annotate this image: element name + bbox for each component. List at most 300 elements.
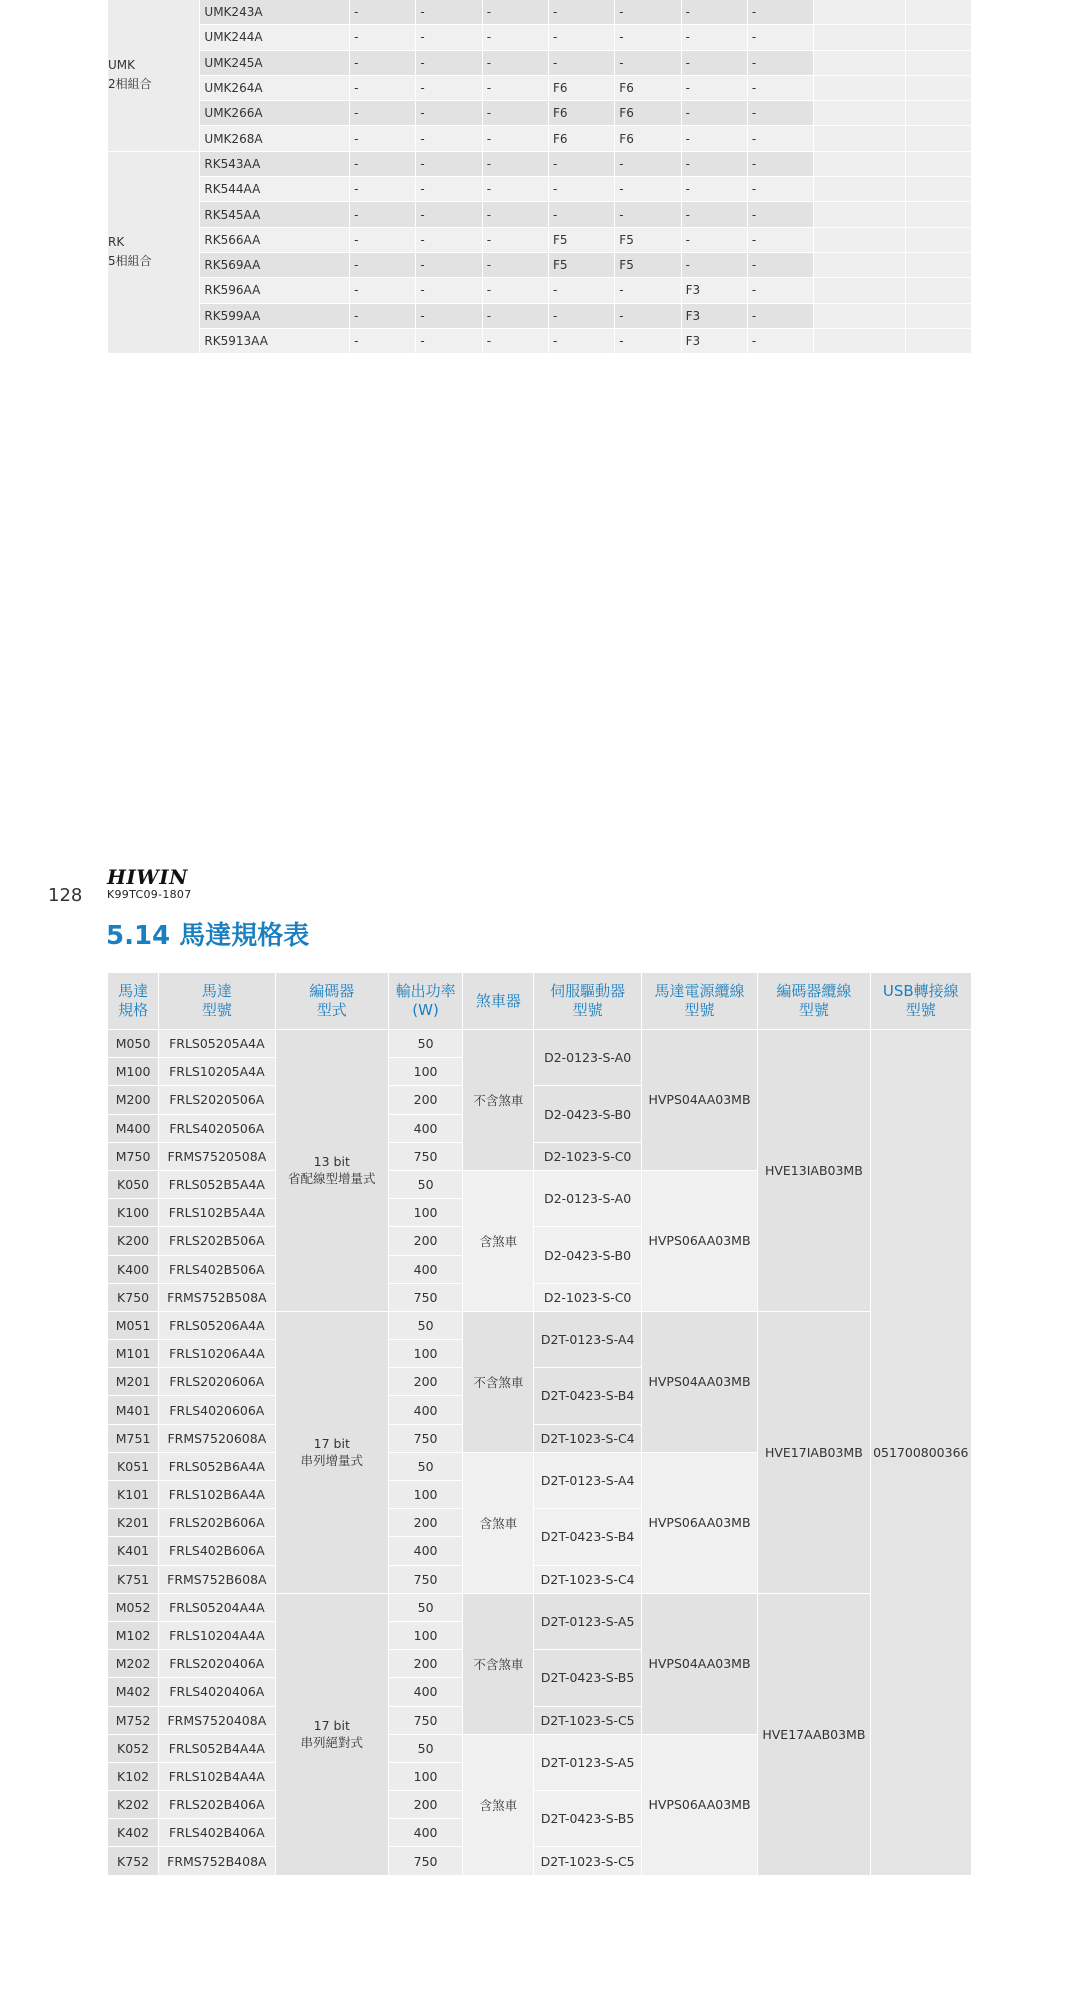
value-cell: - — [549, 329, 614, 353]
table-row — [108, 253, 971, 277]
value-cell: F6 — [615, 76, 680, 100]
model-cell: UMK244A — [200, 25, 349, 49]
table-row — [108, 228, 971, 252]
value-cell: - — [350, 177, 415, 201]
motor-model-cell: FRLS2020506A — [159, 1086, 274, 1113]
motor-model-cell: FRLS202B506A — [159, 1227, 274, 1254]
motor-spec-cell: K750 — [108, 1284, 158, 1311]
output-power-cell: 750 — [389, 1847, 462, 1874]
value-cell: - — [748, 177, 813, 201]
value-cell: - — [416, 177, 481, 201]
value-cell: - — [748, 126, 813, 150]
value-cell — [906, 126, 971, 150]
motor-model-cell: FRLS052B4A4A — [159, 1735, 274, 1762]
value-cell — [814, 304, 904, 328]
value-cell — [814, 329, 904, 353]
motor-model-cell: FRLS2020406A — [159, 1650, 274, 1677]
value-cell — [906, 152, 971, 176]
value-cell: - — [748, 329, 813, 353]
value-cell: - — [549, 152, 614, 176]
table-row — [108, 177, 971, 201]
value-cell: - — [682, 76, 747, 100]
motor-spec-cell: K102 — [108, 1763, 158, 1790]
compatibility-table — [107, 0, 972, 354]
value-cell: - — [748, 51, 813, 75]
motor-model-cell: FRMS752B608A — [159, 1566, 274, 1593]
value-cell — [814, 51, 904, 75]
column-header: 馬達電源纜線 型號 — [642, 973, 757, 1029]
motor-model-cell: FRLS2020606A — [159, 1368, 274, 1395]
model-cell: RK599AA — [200, 304, 349, 328]
servo-drive-cell: D2T-0423-S-B5 — [534, 1791, 640, 1846]
output-power-cell: 400 — [389, 1819, 462, 1846]
table-row — [108, 25, 971, 49]
value-cell: F3 — [682, 304, 747, 328]
value-cell: - — [748, 304, 813, 328]
value-cell — [906, 228, 971, 252]
motor-spec-cell: K202 — [108, 1791, 158, 1818]
value-cell: F5 — [615, 253, 680, 277]
value-cell: - — [483, 329, 548, 353]
motor-spec-cell: K751 — [108, 1566, 158, 1593]
model-cell: RK545AA — [200, 202, 349, 226]
brake-cell: 含煞車 — [463, 1453, 533, 1593]
value-cell: - — [615, 177, 680, 201]
value-cell: - — [416, 0, 481, 24]
encoder-type-cell: 17 bit 串列增量式 — [276, 1312, 388, 1593]
value-cell: - — [416, 76, 481, 100]
value-cell: - — [350, 0, 415, 24]
value-cell: - — [615, 329, 680, 353]
value-cell — [906, 253, 971, 277]
value-cell — [814, 126, 904, 150]
value-cell: - — [748, 202, 813, 226]
motor-spec-cell: M202 — [108, 1650, 158, 1677]
model-cell: RK543AA — [200, 152, 349, 176]
motor-spec-cell: M100 — [108, 1058, 158, 1085]
value-cell: - — [350, 278, 415, 302]
motor-spec-cell: K400 — [108, 1256, 158, 1283]
column-header: 煞車器 — [463, 973, 533, 1029]
servo-drive-cell: D2-1023-S-C0 — [534, 1284, 640, 1311]
section-number: 5.14 — [106, 921, 171, 951]
power-cable-cell: HVPS04AA03MB — [642, 1594, 757, 1734]
value-cell: - — [416, 278, 481, 302]
value-cell: - — [615, 278, 680, 302]
motor-model-cell: FRLS202B606A — [159, 1509, 274, 1536]
motor-model-cell: FRLS402B406A — [159, 1819, 274, 1846]
value-cell — [814, 101, 904, 125]
table-row — [108, 1312, 971, 1339]
value-cell: - — [416, 25, 481, 49]
value-cell: - — [615, 51, 680, 75]
output-power-cell: 100 — [389, 1622, 462, 1649]
output-power-cell: 750 — [389, 1143, 462, 1170]
group-label: RK 5相組合 — [108, 152, 199, 353]
value-cell: - — [483, 101, 548, 125]
column-header: 編碼器 型式 — [276, 973, 388, 1029]
value-cell: - — [483, 177, 548, 201]
column-header: 馬達 規格 — [108, 973, 158, 1029]
output-power-cell: 400 — [389, 1396, 462, 1423]
motor-spec-cell: M101 — [108, 1340, 158, 1367]
value-cell: - — [416, 202, 481, 226]
motor-model-cell: FRLS05205A4A — [159, 1030, 274, 1057]
output-power-cell: 50 — [389, 1594, 462, 1621]
table-row — [108, 76, 971, 100]
document-code: K99TC09-1807 — [107, 888, 192, 901]
value-cell: - — [682, 126, 747, 150]
value-cell: - — [748, 253, 813, 277]
value-cell: - — [416, 152, 481, 176]
motor-model-cell: FRLS052B6A4A — [159, 1453, 274, 1480]
model-cell: RK5913AA — [200, 329, 349, 353]
motor-spec-cell: M050 — [108, 1030, 158, 1057]
column-header: 馬達 型號 — [159, 973, 274, 1029]
value-cell: - — [416, 51, 481, 75]
value-cell: - — [350, 228, 415, 252]
motor-spec-cell: K200 — [108, 1227, 158, 1254]
value-cell: F3 — [682, 329, 747, 353]
page-number: 128 — [48, 885, 83, 906]
output-power-cell: 100 — [389, 1058, 462, 1085]
motor-spec-cell: M400 — [108, 1115, 158, 1142]
value-cell: - — [350, 152, 415, 176]
table-row — [108, 51, 971, 75]
encoder-cable-cell: HVE13IAB03MB — [758, 1030, 869, 1311]
value-cell: - — [682, 177, 747, 201]
servo-drive-cell: D2T-1023-S-C5 — [534, 1707, 640, 1734]
motor-model-cell: FRLS10206A4A — [159, 1340, 274, 1367]
motor-model-cell: FRLS102B5A4A — [159, 1199, 274, 1226]
power-cable-cell: HVPS06AA03MB — [642, 1171, 757, 1311]
value-cell — [814, 0, 904, 24]
model-cell: UMK264A — [200, 76, 349, 100]
motor-spec-cell: M102 — [108, 1622, 158, 1649]
value-cell — [906, 202, 971, 226]
table-row — [108, 278, 971, 302]
value-cell: - — [483, 304, 548, 328]
compatibility-table-body — [108, 0, 971, 353]
output-power-cell: 50 — [389, 1453, 462, 1480]
value-cell: - — [682, 0, 747, 24]
value-cell: - — [483, 126, 548, 150]
motor-spec-cell: K050 — [108, 1171, 158, 1198]
brake-cell: 含煞車 — [463, 1735, 533, 1875]
motor-model-cell: FRLS052B5A4A — [159, 1171, 274, 1198]
power-cable-cell: HVPS04AA03MB — [642, 1312, 757, 1452]
value-cell — [906, 25, 971, 49]
motor-spec-cell: K401 — [108, 1537, 158, 1564]
servo-drive-cell: D2-1023-S-C0 — [534, 1143, 640, 1170]
encoder-cable-cell: HVE17IAB03MB — [758, 1312, 869, 1593]
value-cell — [814, 278, 904, 302]
model-cell: RK596AA — [200, 278, 349, 302]
value-cell: F5 — [549, 253, 614, 277]
motor-model-cell: FRMS752B408A — [159, 1847, 274, 1874]
table-row — [108, 304, 971, 328]
motor-model-cell: FRLS402B506A — [159, 1256, 274, 1283]
output-power-cell: 50 — [389, 1171, 462, 1198]
output-power-cell: 50 — [389, 1030, 462, 1057]
power-cable-cell: HVPS06AA03MB — [642, 1735, 757, 1875]
table-row — [108, 126, 971, 150]
servo-drive-cell: D2-0423-S-B0 — [534, 1227, 640, 1282]
servo-drive-cell: D2T-1023-S-C4 — [534, 1425, 640, 1452]
value-cell: - — [682, 202, 747, 226]
motor-spec-table — [107, 972, 972, 1876]
value-cell: - — [549, 51, 614, 75]
value-cell: - — [350, 76, 415, 100]
motor-model-cell: FRLS102B4A4A — [159, 1763, 274, 1790]
value-cell: - — [682, 101, 747, 125]
value-cell: - — [615, 152, 680, 176]
servo-drive-cell: D2T-0123-S-A4 — [534, 1312, 640, 1367]
value-cell: - — [615, 0, 680, 24]
value-cell: - — [682, 253, 747, 277]
value-cell — [906, 177, 971, 201]
motor-spec-cell: K051 — [108, 1453, 158, 1480]
motor-model-cell: FRLS402B606A — [159, 1537, 274, 1564]
motor-spec-cell: M201 — [108, 1368, 158, 1395]
value-cell — [906, 329, 971, 353]
value-cell: - — [416, 126, 481, 150]
column-header: 輸出功率 (W) — [389, 973, 462, 1029]
value-cell: F6 — [615, 101, 680, 125]
motor-table-body — [108, 1030, 971, 1875]
motor-spec-cell: M750 — [108, 1143, 158, 1170]
value-cell — [814, 177, 904, 201]
value-cell: - — [483, 253, 548, 277]
motor-spec-cell: M200 — [108, 1086, 158, 1113]
output-power-cell: 750 — [389, 1284, 462, 1311]
model-cell: UMK243A — [200, 0, 349, 24]
output-power-cell: 200 — [389, 1650, 462, 1677]
servo-drive-cell: D2T-0423-S-B4 — [534, 1368, 640, 1423]
brake-cell: 不含煞車 — [463, 1030, 533, 1170]
value-cell: - — [615, 304, 680, 328]
output-power-cell: 400 — [389, 1115, 462, 1142]
column-header: 編碼器纜線 型號 — [758, 973, 869, 1029]
section-title-text: 馬達規格表 — [179, 921, 310, 951]
brand-logo: HIWIN — [107, 865, 188, 889]
value-cell: - — [483, 76, 548, 100]
section-title — [106, 915, 309, 952]
value-cell: F6 — [549, 76, 614, 100]
motor-model-cell: FRLS4020406A — [159, 1678, 274, 1705]
output-power-cell: 200 — [389, 1368, 462, 1395]
motor-model-cell: FRMS7520408A — [159, 1707, 274, 1734]
servo-drive-cell: D2T-0423-S-B4 — [534, 1509, 640, 1564]
value-cell — [906, 0, 971, 24]
value-cell: F6 — [549, 126, 614, 150]
group-label: UMK 2相組合 — [108, 0, 199, 151]
motor-model-cell: FRLS102B6A4A — [159, 1481, 274, 1508]
model-cell: UMK268A — [200, 126, 349, 150]
motor-model-cell: FRLS10204A4A — [159, 1622, 274, 1649]
output-power-cell: 200 — [389, 1509, 462, 1536]
value-cell: - — [350, 126, 415, 150]
servo-drive-cell: D2-0123-S-A0 — [534, 1171, 640, 1226]
encoder-cable-cell: HVE17AAB03MB — [758, 1594, 869, 1875]
value-cell: - — [549, 278, 614, 302]
power-cable-cell: HVPS04AA03MB — [642, 1030, 757, 1170]
servo-drive-cell: D2T-0123-S-A5 — [534, 1735, 640, 1790]
value-cell — [814, 228, 904, 252]
value-cell: - — [549, 304, 614, 328]
output-power-cell: 50 — [389, 1735, 462, 1762]
servo-drive-cell: D2T-0123-S-A4 — [534, 1453, 640, 1508]
encoder-type-cell: 13 bit 省配線型增量式 — [276, 1030, 388, 1311]
value-cell — [906, 51, 971, 75]
value-cell — [814, 25, 904, 49]
value-cell: F6 — [615, 126, 680, 150]
table-row — [108, 152, 971, 176]
value-cell: - — [350, 25, 415, 49]
output-power-cell: 400 — [389, 1678, 462, 1705]
value-cell: - — [748, 25, 813, 49]
value-cell: F3 — [682, 278, 747, 302]
value-cell: - — [350, 202, 415, 226]
value-cell: - — [350, 304, 415, 328]
value-cell: - — [483, 0, 548, 24]
motor-table-header — [108, 973, 971, 1029]
output-power-cell: 400 — [389, 1256, 462, 1283]
model-cell: RK569AA — [200, 253, 349, 277]
value-cell: - — [549, 0, 614, 24]
table-row — [108, 1594, 971, 1621]
motor-model-cell: FRLS4020506A — [159, 1115, 274, 1142]
motor-spec-cell: K052 — [108, 1735, 158, 1762]
model-cell: UMK266A — [200, 101, 349, 125]
output-power-cell: 100 — [389, 1763, 462, 1790]
motor-model-cell: FRMS7520608A — [159, 1425, 274, 1452]
motor-spec-cell: M751 — [108, 1425, 158, 1452]
value-cell: - — [748, 278, 813, 302]
value-cell: - — [350, 253, 415, 277]
value-cell — [906, 101, 971, 125]
output-power-cell: 750 — [389, 1566, 462, 1593]
value-cell — [814, 202, 904, 226]
value-cell: - — [748, 101, 813, 125]
table-row — [108, 329, 971, 353]
value-cell: - — [416, 228, 481, 252]
value-cell: - — [483, 278, 548, 302]
value-cell: - — [483, 51, 548, 75]
motor-model-cell: FRLS202B406A — [159, 1791, 274, 1818]
motor-spec-cell: M051 — [108, 1312, 158, 1339]
value-cell: - — [416, 329, 481, 353]
servo-drive-cell: D2T-0423-S-B5 — [534, 1650, 640, 1705]
motor-spec-cell: M752 — [108, 1707, 158, 1734]
model-cell: UMK245A — [200, 51, 349, 75]
encoder-type-cell: 17 bit 串列絕對式 — [276, 1594, 388, 1875]
output-power-cell: 400 — [389, 1537, 462, 1564]
value-cell: - — [682, 51, 747, 75]
value-cell: F5 — [549, 228, 614, 252]
motor-spec-cell: M401 — [108, 1396, 158, 1423]
servo-drive-cell: D2-0123-S-A0 — [534, 1030, 640, 1085]
power-cable-cell: HVPS06AA03MB — [642, 1453, 757, 1593]
value-cell: - — [483, 152, 548, 176]
column-header: USB轉接線 型號 — [871, 973, 971, 1029]
value-cell: - — [682, 228, 747, 252]
model-cell: RK544AA — [200, 177, 349, 201]
value-cell: - — [748, 76, 813, 100]
motor-model-cell: FRLS10205A4A — [159, 1058, 274, 1085]
value-cell: - — [748, 152, 813, 176]
motor-model-cell: FRLS05206A4A — [159, 1312, 274, 1339]
table-row — [108, 202, 971, 226]
servo-drive-cell: D2T-0123-S-A5 — [534, 1594, 640, 1649]
output-power-cell: 100 — [389, 1199, 462, 1226]
value-cell: - — [549, 177, 614, 201]
output-power-cell: 200 — [389, 1227, 462, 1254]
value-cell: - — [748, 228, 813, 252]
model-cell: RK566AA — [200, 228, 349, 252]
value-cell: F5 — [615, 228, 680, 252]
value-cell: - — [549, 25, 614, 49]
motor-spec-cell: K101 — [108, 1481, 158, 1508]
output-power-cell: 100 — [389, 1481, 462, 1508]
motor-model-cell: FRMS7520508A — [159, 1143, 274, 1170]
value-cell — [906, 304, 971, 328]
output-power-cell: 200 — [389, 1086, 462, 1113]
usb-cable-cell: 051700800366 — [871, 1030, 971, 1875]
value-cell: - — [748, 0, 813, 24]
value-cell: - — [483, 25, 548, 49]
value-cell — [906, 278, 971, 302]
value-cell: F6 — [549, 101, 614, 125]
value-cell: - — [549, 202, 614, 226]
output-power-cell: 200 — [389, 1791, 462, 1818]
value-cell: - — [350, 329, 415, 353]
column-header: 伺服驅動器 型號 — [534, 973, 640, 1029]
output-power-cell: 50 — [389, 1312, 462, 1339]
value-cell: - — [483, 228, 548, 252]
value-cell — [814, 152, 904, 176]
servo-drive-cell: D2T-1023-S-C4 — [534, 1566, 640, 1593]
table-row — [108, 1030, 971, 1057]
motor-spec-cell: K752 — [108, 1847, 158, 1874]
output-power-cell: 100 — [389, 1340, 462, 1367]
brake-cell: 不含煞車 — [463, 1594, 533, 1734]
value-cell: - — [416, 253, 481, 277]
brake-cell: 含煞車 — [463, 1171, 533, 1311]
motor-spec-cell: M402 — [108, 1678, 158, 1705]
table-row — [108, 0, 971, 24]
value-cell — [906, 76, 971, 100]
motor-model-cell: FRLS4020606A — [159, 1396, 274, 1423]
motor-spec-cell: K100 — [108, 1199, 158, 1226]
value-cell: - — [350, 51, 415, 75]
output-power-cell: 750 — [389, 1707, 462, 1734]
output-power-cell: 750 — [389, 1425, 462, 1452]
motor-model-cell: FRLS05204A4A — [159, 1594, 274, 1621]
value-cell: - — [615, 25, 680, 49]
motor-spec-cell: K201 — [108, 1509, 158, 1536]
value-cell: - — [682, 25, 747, 49]
servo-drive-cell: D2T-1023-S-C5 — [534, 1847, 640, 1874]
motor-model-cell: FRMS752B508A — [159, 1284, 274, 1311]
value-cell: - — [483, 202, 548, 226]
motor-spec-cell: K402 — [108, 1819, 158, 1846]
value-cell: - — [615, 202, 680, 226]
table-row — [108, 101, 971, 125]
value-cell: - — [416, 101, 481, 125]
value-cell — [814, 253, 904, 277]
value-cell: - — [682, 152, 747, 176]
